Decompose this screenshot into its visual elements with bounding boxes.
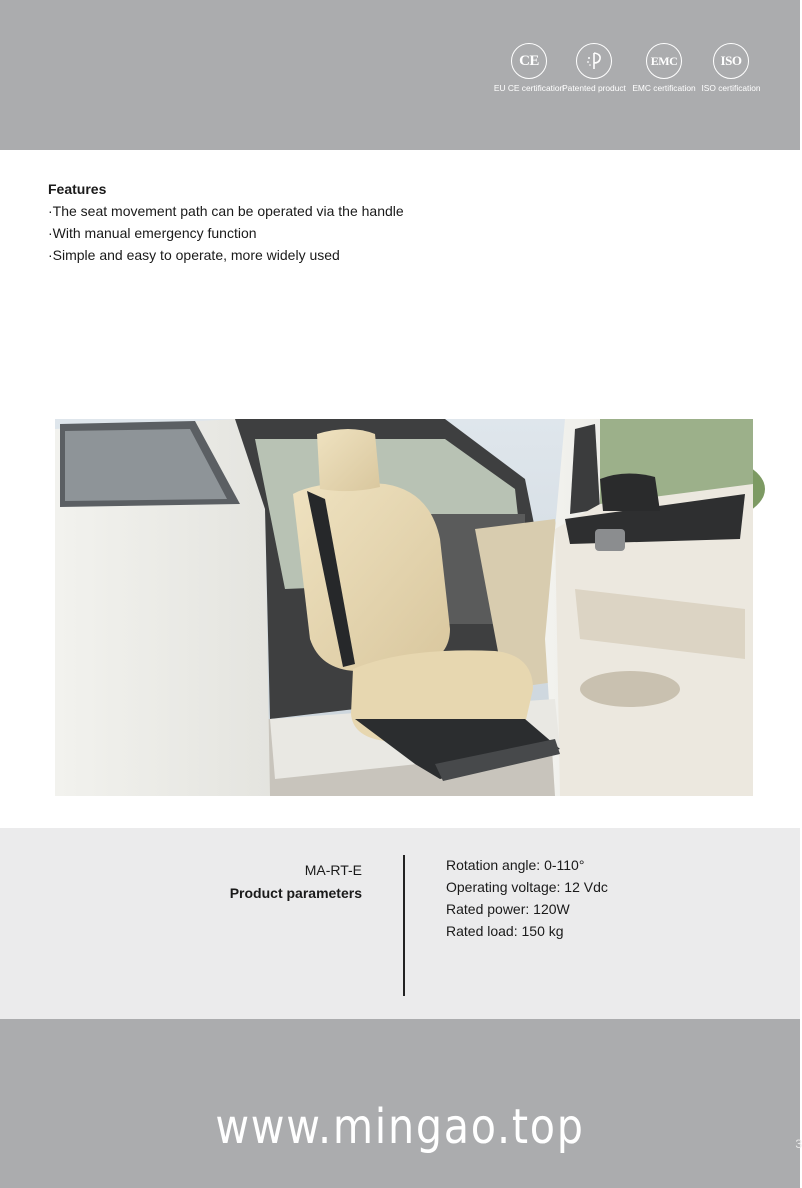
features-title: Features bbox=[48, 181, 107, 197]
parameters-label: Product parameters bbox=[229, 885, 362, 901]
page-number: 3 bbox=[795, 1137, 802, 1151]
emc-mark-icon: EMC bbox=[646, 43, 682, 79]
cert-caption: EU CE certification bbox=[493, 83, 565, 93]
cert-caption: ISO certification bbox=[701, 83, 761, 93]
spec-item: Rotation angle: 0-110° bbox=[446, 857, 585, 873]
vertical-divider bbox=[403, 855, 405, 996]
parameters-band bbox=[0, 828, 800, 1019]
patent-icon bbox=[576, 43, 612, 79]
cert-patent bbox=[554, 43, 634, 93]
features-section bbox=[48, 178, 404, 266]
feature-item: ·Simple and easy to operate, more widely used bbox=[48, 247, 340, 263]
feature-item: ·With manual emergency function bbox=[48, 225, 257, 241]
spec-list bbox=[446, 854, 608, 942]
iso-mark-icon: ISO bbox=[713, 43, 749, 79]
spec-item: Operating voltage: 12 Vdc bbox=[446, 879, 608, 895]
cert-iso bbox=[691, 43, 771, 93]
website-url[interactable]: www.mingao.top bbox=[215, 1099, 585, 1155]
cert-caption: Patented product bbox=[562, 83, 626, 93]
model-number: MA-RT-E bbox=[304, 862, 362, 878]
feature-item: ·The seat movement path can be operated via the handle bbox=[48, 203, 404, 219]
patent-glyph bbox=[583, 50, 605, 72]
cert-caption: EMC certification bbox=[632, 83, 696, 93]
header-band bbox=[0, 0, 800, 150]
car-photo-illustration bbox=[55, 419, 753, 796]
spec-item: Rated load: 150 kg bbox=[446, 923, 564, 939]
spec-item: Rated power: 120W bbox=[446, 901, 570, 917]
footer-band bbox=[0, 1019, 800, 1188]
swivel-car-seat-photo bbox=[55, 419, 753, 796]
ce-mark-icon: CE bbox=[511, 43, 547, 79]
